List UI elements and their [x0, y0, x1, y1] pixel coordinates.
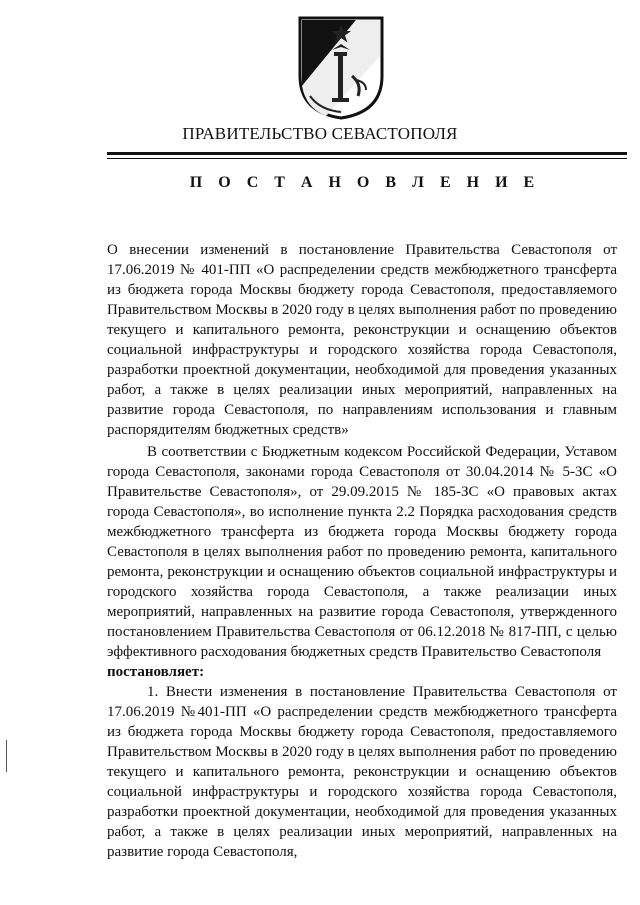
item-1-paragraph: 1. Внести изменения в постановление Правительства Севастополя от 17.06.2019 №401-ПП «О распределении средств межбюджетного трансферта из бюджета города Москвы бюджету города Севастополя, предоставляемого Правительством Москвы в 2020 году в целях выполнения работ по проведению текущего и капитального ремонта, реконструкции и оснащению объектов социальной инфраструктуры и городского хозяйства города Севастополя, разработки проектной документации, необходимой для проведения указанных работ, а также в целях реализации иных мероприятий, направленных на развитие города Севастополя, — [107, 684, 617, 860]
resolves-word: постановляет: — [107, 664, 205, 680]
coat-of-arms-icon — [296, 16, 386, 120]
basis-text: В соответствии с Бюджетным кодексом Российской Федерации, Уставом города Севастополя, законами города Севастополя от 30.04.2014 № 5-ЗС «О Правительстве Севастополя», от 29.09.2015 № 185-ЗС «О правовых актах города Севастополя», во исполнение пункта 2.2 Порядка расходования средств межбюджетного трансферта из бюджета города Москвы бюджету города Севастополя в целях выполнения работ по проведению ремонта, капитального ремонта, реконструкции и оснащению объектов социальной инфраструктуры и городского хозяйства города Севастополя, а также реализации иных мероприятий, направленных на развитие города Севастополя, утвержденного постановлением Правительства Севастополя от 06.12.2018 № 817-ПП, с целью эффективного расходования бюджетных средств Правительство Севастополя — [107, 444, 617, 660]
scan-margin-mark — [6, 740, 7, 772]
basis-paragraph — [107, 442, 617, 682]
header-rule-thin — [107, 158, 627, 159]
document-title: О внесении изменений в постановление Правительства Севастополя от 17.06.2019 № 401-ПП «О распределении средств межбюджетного трансферта из бюджета города Москвы бюджету города Севастополя, предоставляемого Правительством Москвы в 2020 году в целях выполнения работ по проведению текущего и капитального ремонта, реконструкции и оснащению объектов социальной инфраструктуры и городского хозяйства города Севастополя, разработки проектной документации, необходимой для проведения указанных работ, а также в целях реализации иных мероприятий, направленных на развитие города Севастополя, по направлениям использования и главным распорядителям бюджетных средств» — [107, 242, 617, 438]
document-type: П О С Т А Н О В Л Е Н И Е — [189, 174, 541, 191]
organization-name: ПРАВИТЕЛЬСТВО СЕВАСТОПОЛЯ — [182, 124, 458, 143]
header-rule-thick — [107, 152, 627, 155]
